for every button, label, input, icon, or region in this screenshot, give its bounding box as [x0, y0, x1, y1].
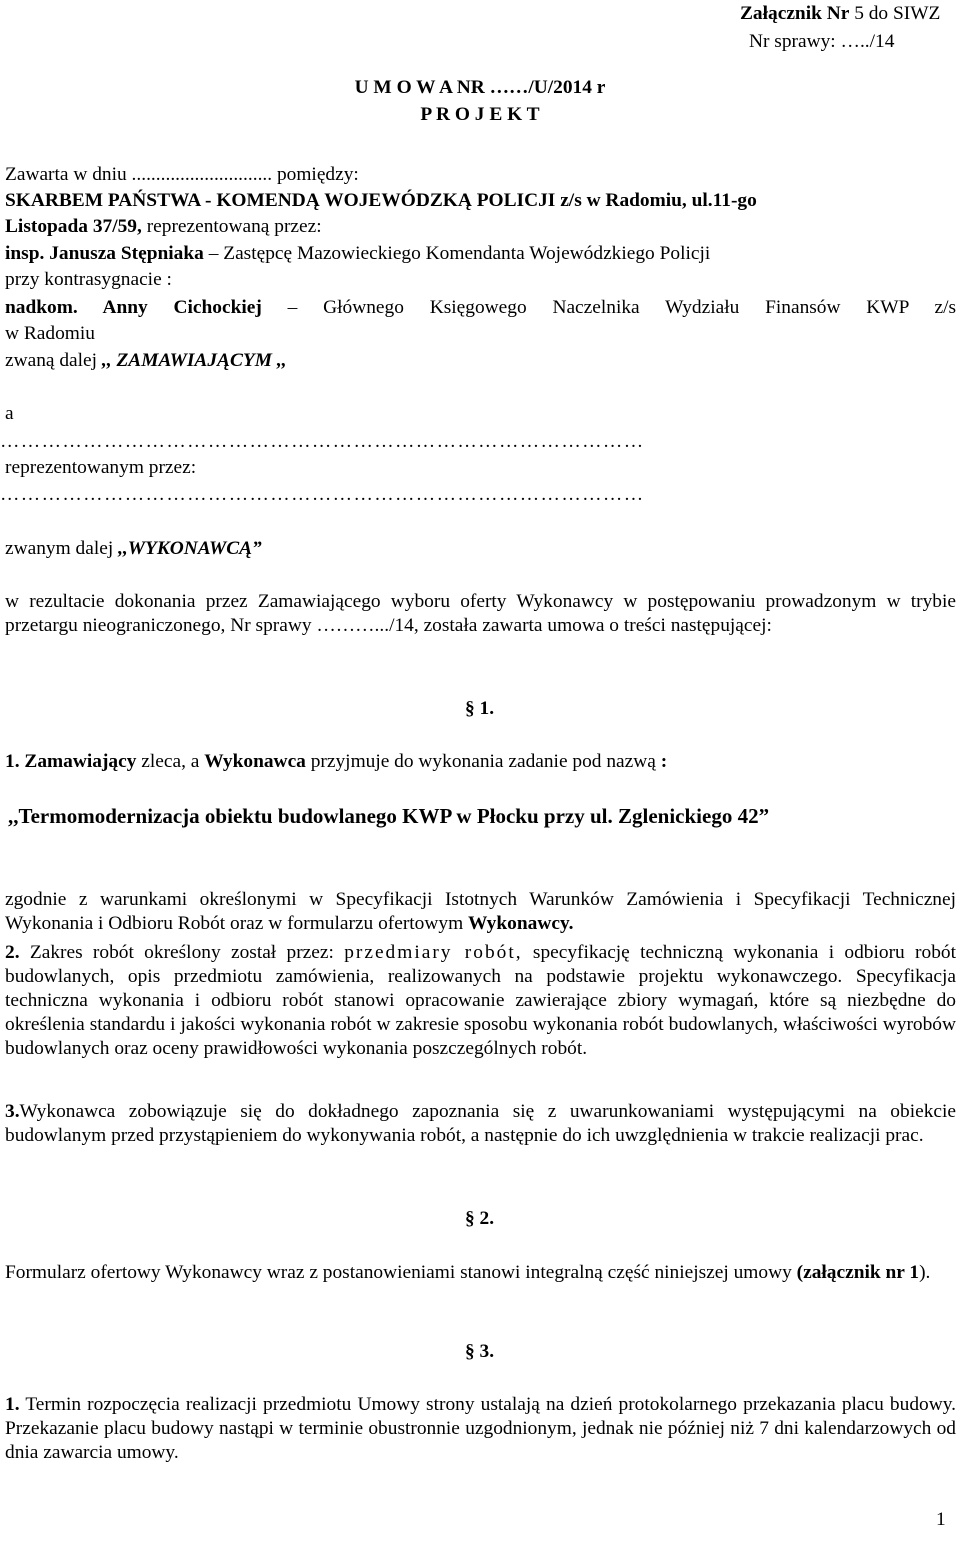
representative-dots: …………………………………………………………………………………: [0, 484, 645, 505]
point-2: [5, 941, 956, 1061]
contract-title: U M O W A NR ……/U/2014 r: [354, 77, 606, 98]
representative-1: [5, 242, 710, 266]
conditions-text: zgodnie z warunkami określonymi w Specyfikacji Istotnych Warunków Zamówienia i Specyfikacji Technicznej Wykonania i Odbioru Robót oraz w formularzu ofertowym: [5, 889, 956, 934]
concluded-line: Zawarta w dniu ............................. pomiędzy:: [5, 164, 359, 185]
point-1-number: 1.: [5, 751, 20, 772]
section-2-heading: § 2.: [465, 1208, 495, 1229]
ordering-party-label: [5, 349, 287, 373]
called-text-2: zwanym dalej: [5, 538, 119, 559]
ordering-party-name: ,, ZAMAWIAJĄCYM ,,: [101, 350, 287, 371]
point-1-colon: :: [660, 751, 668, 772]
section-3-heading: § 3.: [465, 1341, 495, 1362]
countersign-line: przy kontrasygnacie :: [5, 269, 172, 290]
conditions-paragraph: [5, 888, 956, 936]
section-3-text: Termin rozpoczęcia realizacji przedmiotu Umowy strony ustalają na dzień protokolarnego przekazania placu budowy. Przekazanie placu budowy nastąpi w terminie obustronnie uzgodnionym, jednak nie później niż 7 dni kalendarzowych od dnia zawarcia umowy.: [5, 1394, 956, 1463]
and-word: a: [5, 403, 14, 424]
treasury-line-2: [5, 215, 322, 239]
section-3-number: 1.: [5, 1394, 20, 1415]
point-1: [5, 750, 667, 774]
point-1-text: zleca, a: [136, 751, 205, 772]
point-2-spaced: przedmiary robót,: [344, 942, 523, 963]
point-1-text-2: przyjmuje do wykonania zadanie pod nazwą: [305, 751, 661, 772]
representative-2: [5, 296, 956, 344]
task-name: ,,Termomodernizacja obiektu budowlanego KWP w Płocku przy ul. Zglenickiego 42”: [8, 804, 770, 828]
draft-label: P R O J E K T: [420, 104, 540, 125]
contractor-name: ,,WYKONAWCĄ”: [118, 538, 262, 559]
point-2-text: Zakres robót określony został przez:: [19, 942, 345, 963]
point-2-text-2: specyfikację techniczną wykonania i odbioru robót budowlanych, opis przedmiotu zamówienia, realizowanych na podstawie projektu wykonawczego. Specyfikacja techniczna wykonania i odbioru robót stanowi opracowanie zawierające zbiory wymagań, które są niezbędne do określenia standardu i jakości wykonania robót w zakresie sposobu wykonania robót budowlanych, właściwości wyrobów budowlanych oraz oceny prawidłowości wykonania poszczególnych robót.: [5, 942, 956, 1059]
page-number: 1: [936, 1509, 946, 1530]
treasury-address: Listopada 37/59,: [5, 216, 142, 237]
point-3: [5, 1100, 956, 1148]
section-2-text: Formularz ofertowy Wykonawcy wraz z postanowieniami stanowi integralną część niniejszej umowy: [5, 1262, 797, 1283]
ordering-party-word: Zamawiający: [19, 751, 137, 772]
representative-1-role: – Zastępcę Mazowieckiego Komendanta Wojewódzkiego Policji: [203, 243, 711, 264]
represented-by-2: reprezentowanym przez:: [5, 457, 197, 478]
point-3-text: Wykonawca zobowiązuje się do dokładnego zapoznania się z uwarunkowaniami występującymi na obiekcie budowlanym przed przystąpieniem do wykonywania robót, a następnie do ich uwzględnienia w trakcie realizacji prac.: [5, 1101, 956, 1146]
section-2-annex: (załącznik nr 1: [796, 1262, 920, 1283]
representative-2-role: – Głównego Księgowego Naczelnika Wydziału Finansów KWP z/s: [261, 297, 956, 318]
annex-label-rest: 5 do SIWZ: [849, 3, 941, 24]
called-text: zwaną dalej: [5, 350, 102, 371]
annex-header: [740, 2, 960, 54]
section-2-end: ).: [919, 1262, 931, 1283]
contractor-label: [5, 537, 262, 561]
case-number: Nr sprawy: …../14: [749, 31, 895, 52]
section-1-heading: § 1.: [465, 698, 495, 719]
contractor-dots: …………………………………………………………………………………: [0, 431, 645, 452]
conditions-contractor: Wykonawcy.: [468, 913, 574, 934]
representative-2-city: w Radomiu: [5, 323, 95, 344]
point-3-number: 3.: [5, 1101, 20, 1122]
treasury-line: SKARBEM PAŃSTWA - KOMENDĄ WOJEWÓDZKĄ POLICJI z/s w Radomiu, ul.11-go: [5, 190, 757, 211]
section-2-paragraph: [5, 1261, 956, 1285]
point-2-number: 2.: [5, 942, 20, 963]
intro-paragraph: w rezultacie dokonania przez Zamawiającego wyboru oferty Wykonawcy w postępowaniu prowadzonym w trybie przetargu nieograniczonego, Nr sprawy ……….../14, została zawarta umowa o treści następującej:: [5, 591, 956, 636]
annex-label-bold: Załącznik Nr: [740, 3, 850, 24]
contractor-word: Wykonawca: [204, 751, 306, 772]
represented-by: reprezentowaną przez:: [141, 216, 322, 237]
section-3-paragraph: [5, 1393, 956, 1465]
annex-label: [740, 2, 960, 26]
representative-2-name: nadkom. Anny Cichockiej: [5, 297, 262, 318]
representative-1-name: insp. Janusza Stępniaka: [5, 243, 204, 264]
